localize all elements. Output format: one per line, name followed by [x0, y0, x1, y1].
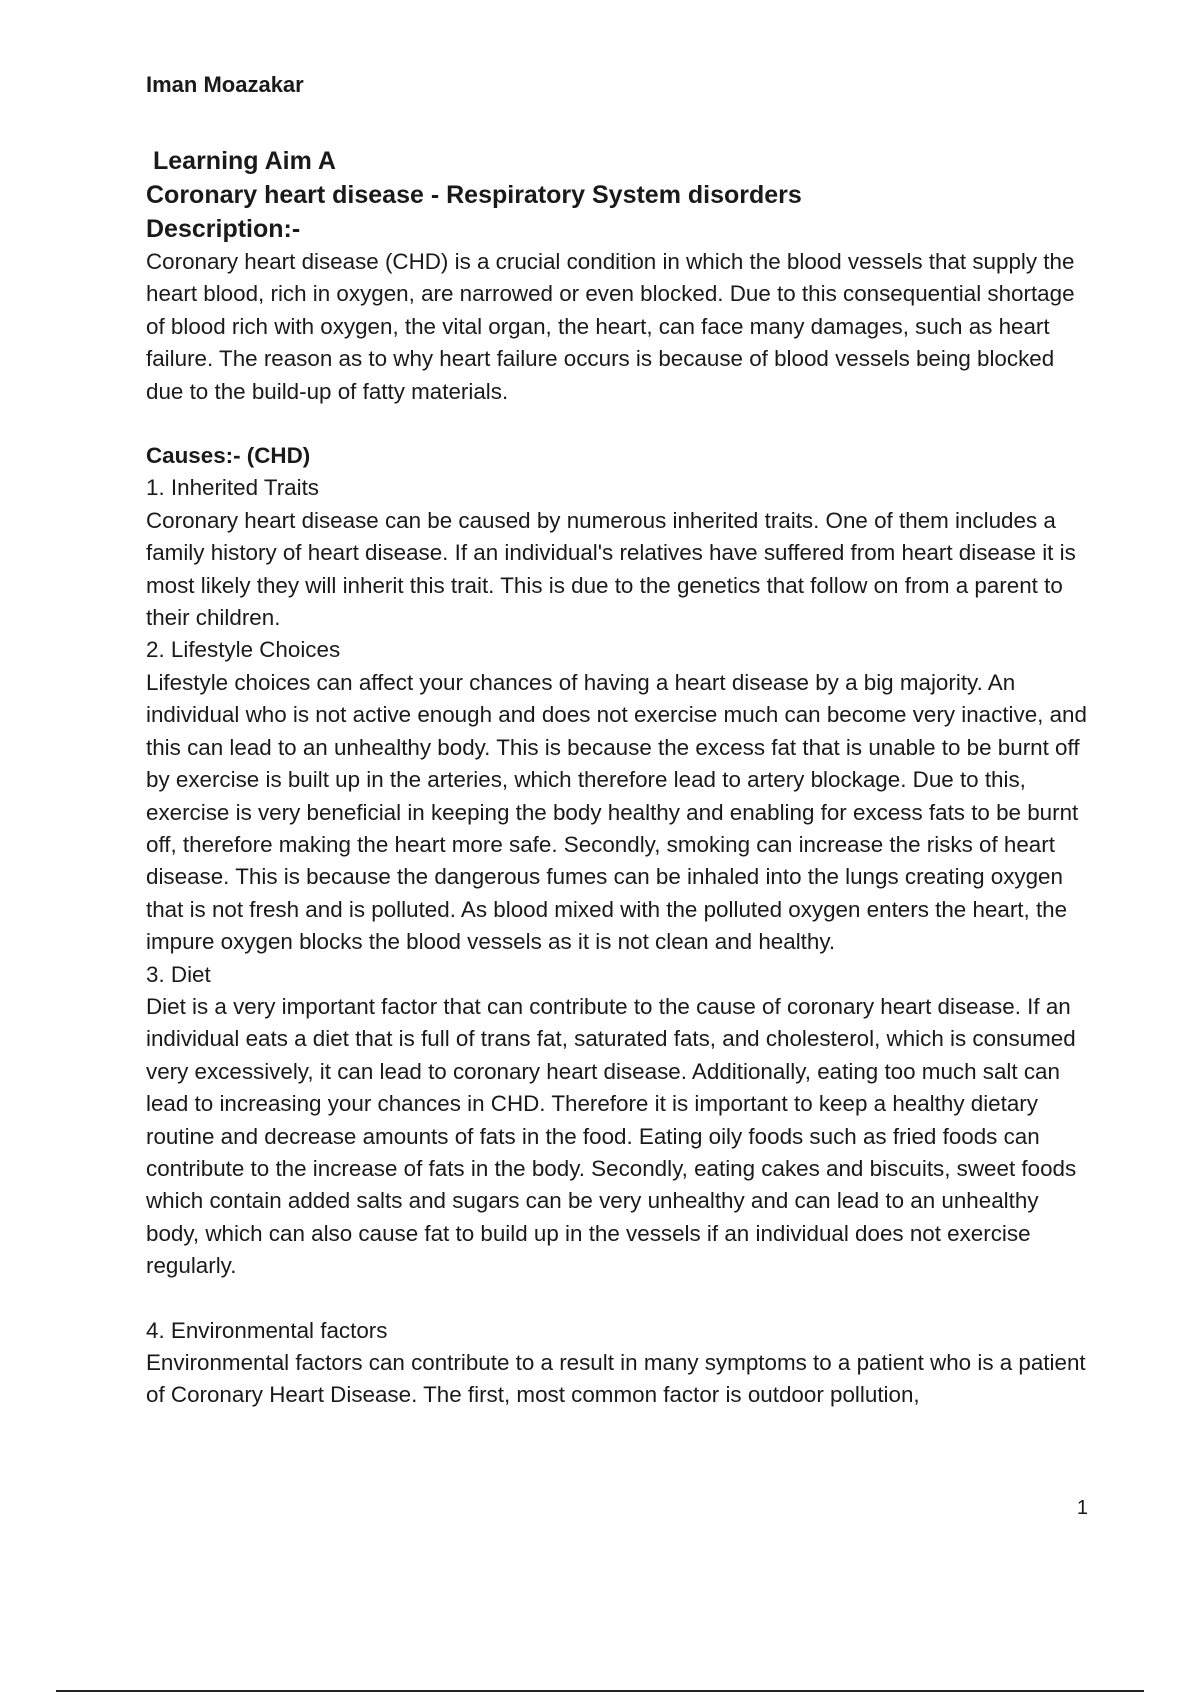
page-content — [146, 72, 1091, 1412]
page-bottom-rule — [56, 1690, 1144, 1692]
cause-title-inherited-traits: 1. Inherited Traits — [146, 475, 319, 501]
page-number: 1 — [1076, 1497, 1088, 1519]
document-title: Coronary heart disease - Respiratory System disorders — [146, 181, 802, 209]
cause-title-lifestyle-choices: 2. Lifestyle Choices — [146, 637, 341, 663]
cause-title-diet: 3. Diet — [146, 961, 211, 987]
learning-aim-heading: Learning Aim A — [153, 147, 336, 175]
causes-heading: Causes:- (CHD) — [146, 443, 311, 469]
cause-text-lifestyle-choices: Lifestyle choices can affect your chances of having a heart disease by a big majority. An individual who is not active enough and does not exercise much can become very inactive, and this can lead to an unhealthy body. This is because the excess fat that is unable to be burnt off by exercise is built up in the arteries, which therefore lead to artery blockage. Due to this, exercise is very beneficial in keeping the body healthy and enabling for excess fats to be burnt off, therefore making the heart more safe. Secondly, smoking can increase the risks of heart disease. This is because the dangerous fumes can be inhaled into the lungs creating oxygen that is not fresh and is polluted. As blood mixed with the polluted oxygen enters the heart, the impure oxygen blocks the blood vessels as it is not clean and healthy. — [146, 669, 1087, 955]
author-name: Iman Moazakar — [146, 72, 304, 97]
cause-title-environmental-factors: 4. Environmental factors — [146, 1317, 388, 1343]
description-heading: Description:- — [146, 215, 301, 243]
description-text: Coronary heart disease (CHD) is a crucial condition in which the blood vessels that supply the heart blood, rich in oxygen, are narrowed or even blocked. Due to this consequential shortage of blood rich with oxygen, the vital organ, the heart, can face many damages, such as heart failure. The reason as to why heart failure occurs is because of blood vessels being blocked due to the build-up of fatty materials. — [146, 249, 1075, 404]
cause-text-environmental-factors: Environmental factors can contribute to a result in many symptoms to a patient who is a patient of Coronary Heart Disease. The first, most common factor is outdoor pollution, — [146, 1350, 1086, 1408]
cause-text-inherited-traits: Coronary heart disease can be caused by numerous inherited traits. One of them includes a family history of heart disease. If an individual's relatives have suffered from heart disease it is most likely they will inherit this trait. This is due to the genetics that follow on from a parent to their children. — [146, 507, 1076, 631]
cause-text-diet: Diet is a very important factor that can contribute to the cause of coronary heart disease. If an individual eats a diet that is full of trans fat, saturated fats, and cholesterol, which is consumed very excessively, it can lead to coronary heart disease. Additionally, eating too much salt can lead to increasing your chances in CHD. Therefore it is important to keep a healthy dietary routine and decrease amounts of fats in the food. Eating oily foods such as fried foods can contribute to the increase of fats in the body. Secondly, eating cakes and biscuits, sweet foods which contain added salts and sugars can be very unhealthy and can lead to an unhealthy body, which can also cause fat to build up in the vessels if an individual does not exercise regularly. — [146, 993, 1077, 1279]
